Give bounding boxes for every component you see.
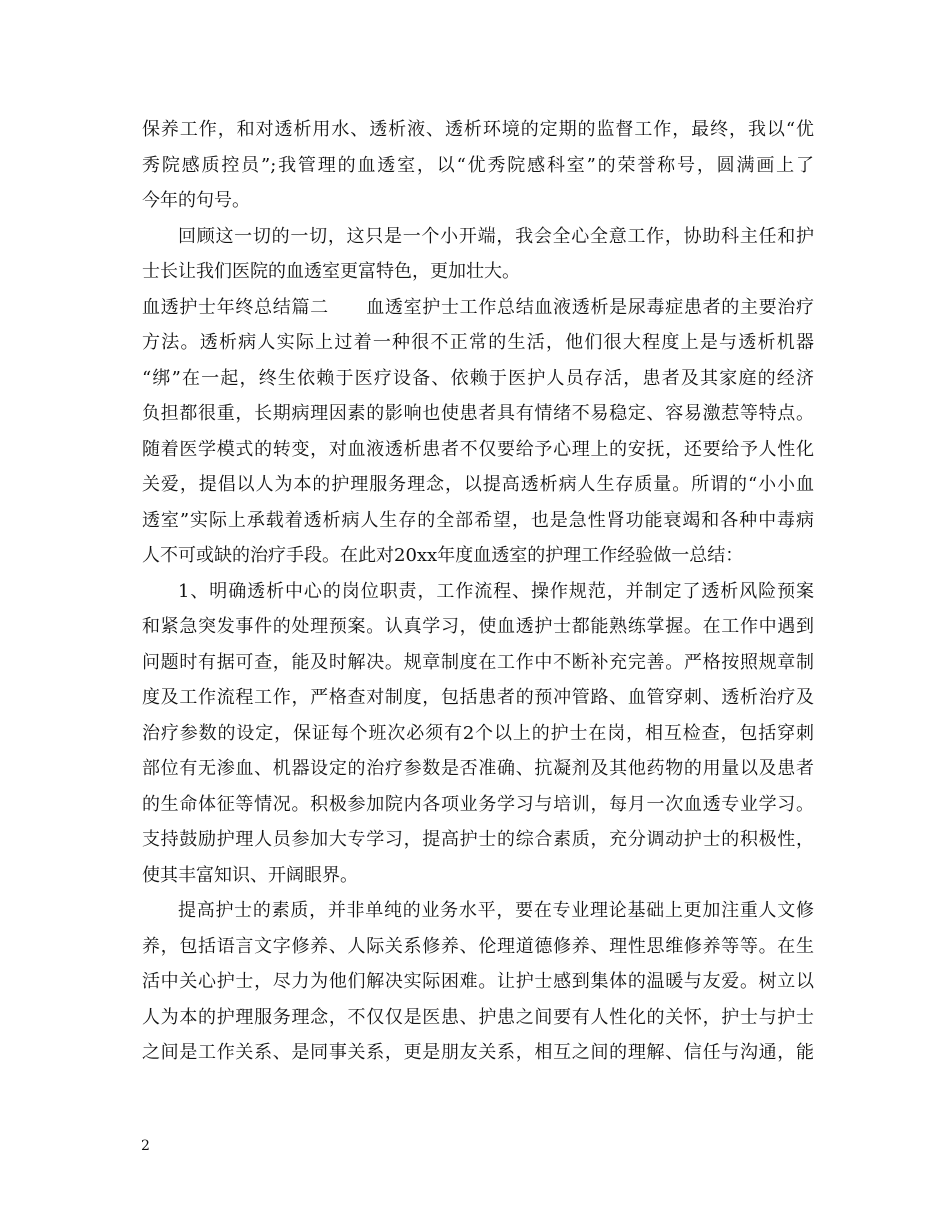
text-line: 透室”实际上承载着透析病人生存的全部希望，也是急性肾功能衰竭和各种中毒病 [142,509,814,531]
text-line: 士长让我们医院的血透室更富特色，更加壮大。 [142,261,520,282]
text-line: 随着医学模式的转变，对血液透析患者不仅要给予心理上的安抚，还要给予人性化 [142,438,814,460]
text-line: 之间是工作关系、是同事关系，更是朋友关系，相互之间的理解、信任与沟通，能 [142,1042,814,1063]
text-line: 保养工作，和对透析用水、透析液、透析环境的定期的监督工作，最终，我以“优 [142,119,814,140]
text-line: 负担都很重，长期病理因素的影响也使患者具有情绪不易稳定、容易激惹等特点。 [142,403,814,424]
text-line: 问题时有据可查，能及时解决。规章制度在工作中不断补充完善。严格按照规章制 [142,651,814,673]
text-line: 1、明确透析中心的岗位职责，工作流程、操作规范，并制定了透析风险预案 [178,580,814,602]
text-line: 今年的句号。 [142,190,250,211]
text-line: 使其丰富知识、开阔眼界。 [142,864,358,886]
text-line: 秀院感质控员”;我管理的血透室，以“优秀院感科室”的荣誉称号，圆满画上了 [142,154,814,176]
text-line: 方法。透析病人实际上过着一种很不正常的生活，他们很大程度上是与透析机器 [142,332,814,353]
text-line: 回顾这一切的一切，这只是一个小开端，我会全心全意工作，协助科主任和护 [178,225,814,247]
text-line: 的生命体征等情况。积极参加院内各项业务学习与培训，每月一次血透专业学习。 [142,793,814,815]
section-heading-line: 血透护士年终总结篇二 血透室护士工作总结血液透析是尿毒症患者的主要治疗 [142,296,814,318]
text-line: 度及工作流程工作，严格查对制度，包括患者的预冲管路、血管穿刺、透析治疗及 [142,687,814,708]
text-line: 提高护士的素质，并非单纯的业务水平，要在专业理论基础上更加注重人文修 [178,900,814,921]
text-line: 养，包括语言文字修养、人际关系修养、伦理道德修养、理性思维修养等等。在生 [142,935,814,957]
body-text [142,112,814,1071]
page-number: 2 [141,1138,150,1154]
text-line: 部位有无渗血、机器设定的治疗参数是否准确、抗凝剂及其他药物的用量以及患者 [142,758,814,779]
text-line: 支持鼓励护理人员参加大专学习，提高护士的综合素质，充分调动护士的积极性， [142,829,814,850]
text-line: 人为本的护理服务理念，不仅仅是医患、护患之间要有人性化的关怀，护士与护士 [142,1006,814,1028]
text-line: 活中关心护士，尽力为他们解决实际困难。让护士感到集体的温暖与友爱。树立以 [142,971,814,992]
text-line: 关爱，提倡以人为本的护理服务理念，以提高透析病人生存质量。所谓的“小小血 [142,474,814,495]
text-line: “绑”在一起，终生依赖于医疗设备、依赖于医护人员存活，患者及其家庭的经济 [142,367,814,389]
text-line: 人不可或缺的治疗手段。在此对20xx年度血透室的护理工作经验做一总结： [142,545,744,566]
text-line: 治疗参数的设定，保证每个班次必须有2个以上的护士在岗，相互检查，包括穿刺 [142,722,814,744]
text-line: 和紧急突发事件的处理预案。认真学习，使血透护士都能熟练掌握。在工作中遇到 [142,616,814,637]
